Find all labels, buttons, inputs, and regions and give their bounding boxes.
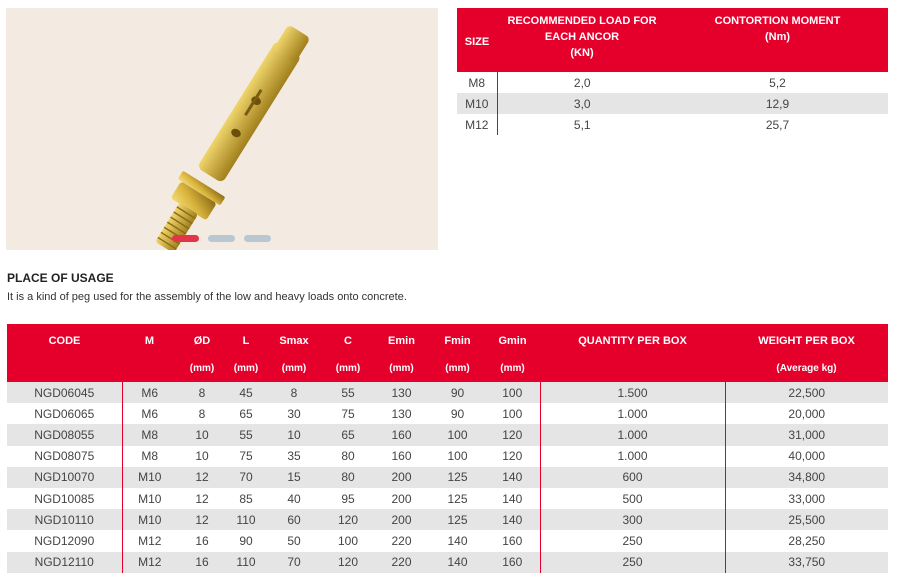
table-cell: 28,250 bbox=[725, 530, 888, 551]
table-cell: 20,000 bbox=[725, 403, 888, 424]
table-row bbox=[7, 530, 888, 551]
table-cell: 140 bbox=[485, 467, 540, 488]
table-cell: 120 bbox=[323, 509, 373, 530]
table-cell: 65 bbox=[239, 406, 253, 421]
table-cell: 60 bbox=[265, 509, 323, 530]
moment-cell: 12,9 bbox=[667, 93, 888, 114]
unit-header: (mm) bbox=[373, 356, 430, 382]
table-cell: 1.000 bbox=[540, 446, 725, 467]
table-cell: 120 bbox=[323, 552, 373, 573]
table-cell: M10 bbox=[122, 509, 177, 530]
table-cell: M12 bbox=[122, 552, 177, 573]
table-cell: NGD06065 bbox=[34, 406, 95, 421]
table-cell: 160 bbox=[485, 552, 540, 573]
column-header: QUANTITY PER BOX bbox=[540, 324, 725, 356]
table-cell: 16 bbox=[177, 552, 227, 573]
table-cell: 50 bbox=[287, 533, 301, 548]
table-cell: 75 bbox=[239, 449, 253, 464]
table-cell: 10 bbox=[265, 424, 323, 445]
table-cell: 100 bbox=[337, 533, 359, 548]
table-cell: 130 bbox=[391, 406, 412, 421]
table-cell: 12 bbox=[177, 509, 227, 530]
unit-header bbox=[540, 356, 725, 382]
table-cell: 55 bbox=[227, 424, 265, 445]
load-cell: 5,1 bbox=[497, 114, 667, 135]
table-row bbox=[7, 509, 888, 530]
moment-cell: 5,2 bbox=[769, 75, 786, 90]
table-cell: NGD10085 bbox=[34, 491, 95, 506]
table-cell: 160 bbox=[391, 449, 412, 464]
column-header: WEIGHT PER BOX bbox=[725, 324, 888, 356]
unit-header: (Average kg) bbox=[725, 356, 888, 382]
table-cell: 65 bbox=[323, 424, 373, 445]
table-cell: 40 bbox=[287, 491, 301, 506]
table-cell: 160 bbox=[502, 533, 523, 548]
table-cell: 200 bbox=[391, 491, 412, 506]
spec-table bbox=[7, 324, 888, 573]
column-header: C bbox=[323, 324, 373, 356]
table-cell: 120 bbox=[502, 449, 523, 464]
table-cell: 160 bbox=[373, 424, 430, 445]
unit-header bbox=[122, 356, 177, 382]
table-cell: NGD12110 bbox=[7, 552, 122, 573]
table-row bbox=[457, 114, 888, 135]
table-cell: 80 bbox=[323, 467, 373, 488]
size-cell: M8 bbox=[468, 75, 486, 90]
column-header: CODE bbox=[7, 324, 122, 356]
table-cell: NGD10070 bbox=[7, 467, 122, 488]
table-cell: 125 bbox=[430, 467, 485, 488]
load-cell: 2,0 bbox=[497, 72, 667, 93]
table-cell: 120 bbox=[485, 424, 540, 445]
table-cell: 110 bbox=[227, 509, 265, 530]
table-cell: 300 bbox=[540, 509, 725, 530]
table-cell: 25,500 bbox=[725, 509, 888, 530]
table-cell: 16 bbox=[195, 533, 209, 548]
unit-header: (mm) bbox=[485, 356, 540, 382]
table-cell: 22,500 bbox=[725, 382, 888, 403]
table-cell: 1.000 bbox=[540, 403, 725, 424]
table-cell: M6 bbox=[122, 403, 177, 424]
table-cell: 140 bbox=[430, 552, 485, 573]
table-cell: 200 bbox=[373, 509, 430, 530]
table-cell: 70 bbox=[227, 467, 265, 488]
table-cell: NGD08075 bbox=[34, 449, 95, 464]
table-cell: 220 bbox=[373, 552, 430, 573]
table-cell: 140 bbox=[502, 491, 523, 506]
table-row bbox=[7, 467, 888, 488]
size-cell: M12 bbox=[465, 117, 489, 132]
anchor-bolt-icon bbox=[6, 8, 438, 250]
table-cell: 10 bbox=[195, 449, 209, 464]
table-cell: 220 bbox=[391, 533, 412, 548]
table-cell: 600 bbox=[540, 467, 725, 488]
table-cell: 8 bbox=[198, 406, 206, 421]
column-header: ØD bbox=[177, 324, 227, 356]
spec-units-row bbox=[7, 356, 888, 382]
unit-header: (mm) bbox=[430, 356, 485, 382]
table-cell: 8 bbox=[177, 382, 227, 403]
table-cell: 75 bbox=[341, 406, 355, 421]
table-row bbox=[7, 488, 888, 509]
table-cell: M10 bbox=[122, 488, 177, 509]
load-header: RECOMMENDED LOAD FOR EACH ANCOR (KN) bbox=[497, 8, 667, 72]
table-cell: 80 bbox=[341, 449, 355, 464]
column-header: L bbox=[227, 324, 265, 356]
table-cell: 85 bbox=[239, 491, 253, 506]
table-row bbox=[7, 552, 888, 573]
table-row bbox=[457, 93, 888, 114]
column-header: Emin bbox=[373, 324, 430, 356]
table-cell: NGD10110 bbox=[7, 509, 122, 530]
table-cell: NGD12090 bbox=[34, 533, 95, 548]
table-cell: 100 bbox=[447, 449, 468, 464]
table-cell: 45 bbox=[227, 382, 265, 403]
table-cell: 12 bbox=[177, 467, 227, 488]
table-row bbox=[457, 72, 888, 93]
table-cell: 500 bbox=[540, 488, 725, 509]
table-cell: 8 bbox=[265, 382, 323, 403]
usage-title: PLACE OF USAGE bbox=[7, 271, 114, 285]
moment-header: CONTORTION MOMENT (Nm) bbox=[667, 8, 888, 72]
table-cell: 34,800 bbox=[725, 467, 888, 488]
table-cell: 90 bbox=[450, 406, 465, 421]
table-cell: 95 bbox=[341, 491, 355, 506]
table-cell: 90 bbox=[239, 533, 253, 548]
table-cell: 100 bbox=[430, 424, 485, 445]
table-cell: M6 bbox=[122, 382, 177, 403]
table-row bbox=[7, 382, 888, 403]
carousel-dot-2[interactable] bbox=[208, 235, 235, 242]
table-cell: 1.500 bbox=[540, 382, 725, 403]
table-cell: 125 bbox=[430, 509, 485, 530]
table-cell: 200 bbox=[373, 467, 430, 488]
table-cell: 33,000 bbox=[725, 488, 888, 509]
product-gallery bbox=[6, 8, 438, 250]
table-cell: 90 bbox=[430, 382, 485, 403]
table-cell: 250 bbox=[540, 552, 725, 573]
load-cell: 3,0 bbox=[497, 93, 667, 114]
table-cell: 100 bbox=[485, 382, 540, 403]
spec-header-row bbox=[7, 324, 888, 356]
table-cell: NGD08055 bbox=[7, 424, 122, 445]
table-cell: 10 bbox=[177, 424, 227, 445]
table-row bbox=[7, 403, 888, 424]
table-cell: 30 bbox=[287, 406, 301, 421]
table-row bbox=[7, 446, 888, 467]
table-row bbox=[7, 424, 888, 445]
unit-header: (mm) bbox=[177, 356, 227, 382]
table-cell: 55 bbox=[323, 382, 373, 403]
column-header: Fmin bbox=[430, 324, 485, 356]
table-cell: M8 bbox=[122, 424, 177, 445]
table-cell: 250 bbox=[540, 530, 725, 551]
column-header: Gmin bbox=[485, 324, 540, 356]
column-header: M bbox=[122, 324, 177, 356]
table-cell: M12 bbox=[122, 530, 177, 551]
table-cell: 130 bbox=[373, 382, 430, 403]
table-cell: M10 bbox=[122, 467, 177, 488]
table-cell: 70 bbox=[265, 552, 323, 573]
unit-header: (mm) bbox=[323, 356, 373, 382]
table-cell: 15 bbox=[265, 467, 323, 488]
table-cell: 100 bbox=[502, 406, 523, 421]
size-cell: M10 bbox=[457, 93, 497, 114]
table-cell: 33,750 bbox=[725, 552, 888, 573]
column-header: Smax bbox=[265, 324, 323, 356]
table-cell: 1.000 bbox=[540, 424, 725, 445]
unit-header: (mm) bbox=[265, 356, 323, 382]
table-cell: 125 bbox=[447, 491, 468, 506]
table-cell: 40,000 bbox=[725, 446, 888, 467]
table-cell: NGD06045 bbox=[7, 382, 122, 403]
carousel-dot-1[interactable] bbox=[172, 235, 199, 242]
size-header: SIZE bbox=[457, 8, 497, 72]
table-cell: 35 bbox=[287, 449, 301, 464]
table-cell: 31,000 bbox=[725, 424, 888, 445]
carousel-dot-3[interactable] bbox=[244, 235, 271, 242]
table-cell: 140 bbox=[485, 509, 540, 530]
table-cell: 12 bbox=[195, 491, 209, 506]
load-table bbox=[457, 8, 888, 135]
carousel-dots bbox=[172, 235, 271, 242]
unit-header bbox=[7, 356, 122, 382]
usage-text: It is a kind of peg used for the assembly of the low and heavy loads onto concrete. bbox=[7, 291, 407, 303]
unit-header: (mm) bbox=[227, 356, 265, 382]
moment-cell: 25,7 bbox=[765, 117, 790, 132]
table-cell: 140 bbox=[447, 533, 468, 548]
table-cell: M8 bbox=[122, 446, 177, 467]
table-cell: 110 bbox=[227, 552, 265, 573]
